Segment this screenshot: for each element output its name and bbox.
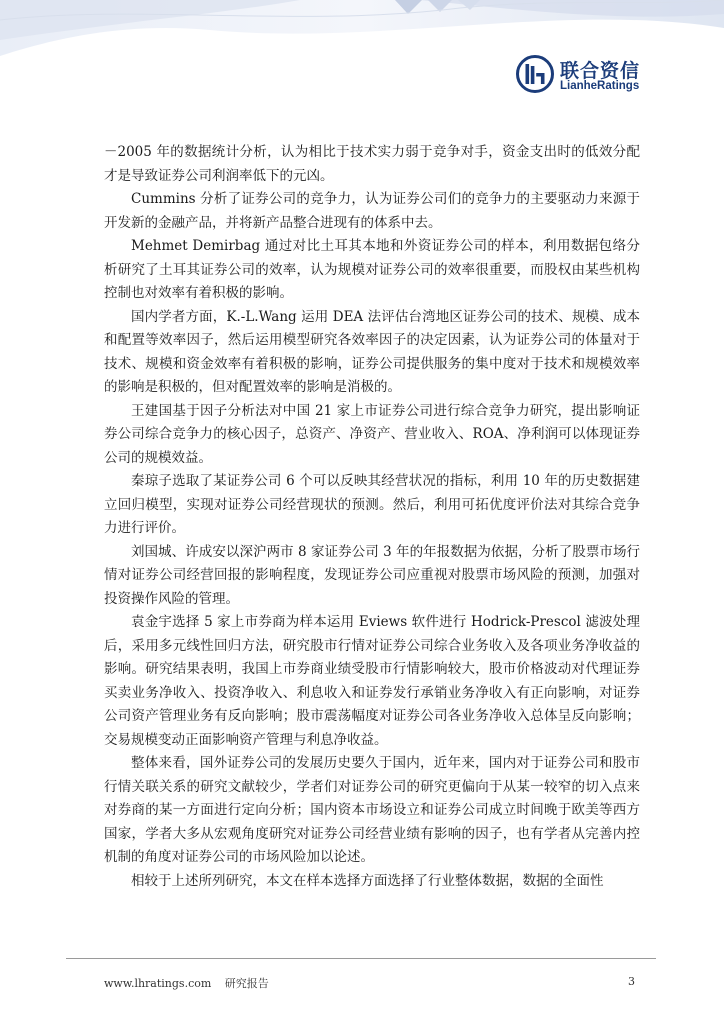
footer-divider xyxy=(66,958,656,959)
paragraph: 刘国城、许成安以深沪两市 8 家证券公司 3 年的年报数据为依据，分析了股票市场行情对证券公司经营回报的影响程度，发现证券公司应重视对股票市场风险的预测，加强对投资操作风险的管理。 xyxy=(104,543,640,607)
paragraph: Mehmet Demirbag 通过对比土耳其本地和外资证券公司的样本，利用数据包络分析研究了土耳其证券公司的效率，认为规模对证券公司的效率很重要，而股权由某些机构控制也对效率有着积极的影响。 xyxy=(104,238,640,301)
paragraph: 秦琼子选取了某证券公司 6 个可以反映其经营状况的指标，利用 10 年的历史数据建立回归模型，实现对证券公司经营现状的预测。然后，利用可拓优度评价法对其综合竞争力进行评价。 xyxy=(104,473,640,536)
lianhe-ratings-logo xyxy=(515,54,665,96)
paragraph: 国内学者方面，K.-L.Wang 运用 DEA 法评估台湾地区证券公司的技术、规模、成本和配置等效率因子，然后运用模型研究各效率因子的决定因素，认为证券公司的体量对于技术、规模和资金效率有着积极的影响，证券公司提供服务的集中度对于技术和规模效率的影响是积极的，但对配置效率的影响是消极的。 xyxy=(104,308,640,395)
report-body xyxy=(104,141,640,893)
footer-info xyxy=(104,975,269,991)
paragraph: 王建国基于因子分析法对中国 21 家上市证券公司进行综合竞争力研究，提出影响证券公司综合竞争力的核心因子，总资产、净资产、营业收入、ROA、净利润可以体现证券公司的规模效益。 xyxy=(104,402,640,466)
footer-website[interactable]: www.lhratings.com xyxy=(104,977,212,990)
paragraph: 整体来看，国外证券公司的发展历史要久于国内，近年来，国内对于证券公司和股市行情关联关系的研究文献较少，学者们对证券公司的研究更偏向于从某一较窄的切入点来对券商的某一方面进行定向分析；国内资本市场设立和证券公司成立时间晚于欧美等西方国家，学者大多从宏观角度研究对证券公司经营业绩有影响的因子，也有学者从完善内控机制的角度对证券公司的市场风险加以论述。 xyxy=(104,755,640,865)
logo-english-name: LianheRatings xyxy=(560,80,640,92)
page-number: 3 xyxy=(628,975,635,988)
logo-chinese-name: 联合资信 xyxy=(560,60,641,82)
paragraph: 袁金宇选择 5 家上市券商为样本运用 Eviews 软件进行 Hodrick-Prescol 滤波处理后，采用多元线性回归方法，研究股市行情对证券公司综合业务收入及各项业务净收益的影响。研究结果表明，我国上市券商业绩受股市行情影响较大，股市价格波动对代理证券买卖业务净收入、投资净收入、利息收入和证券发行承销业务净收入有正向影响，对证券公司资产管理业务有反向影响；股市震荡幅度对证券公司各业务净收入总体呈反向影响；交易规模变动正面影响资产管理与利息净收益。 xyxy=(104,614,640,748)
footer-doc-type: 研究报告 xyxy=(224,977,269,990)
paragraph: Cummins 分析了证券公司的竞争力，认为证券公司们的竞争力的主要驱动力来源于开发新的金融产品，并将新产品整合进现有的体系中去。 xyxy=(104,191,640,231)
paragraph: 相较于上述所列研究，本文在样本选择方面选择了行业整体数据，数据的全面性 xyxy=(131,872,604,889)
lianhe-logo-icon xyxy=(515,54,555,94)
paragraph: －2005 年的数据统计分析，认为相比于技术实力弱于竞争对手，资金支出时的低效分配才是导致证券公司利润率低下的元凶。 xyxy=(104,144,640,184)
